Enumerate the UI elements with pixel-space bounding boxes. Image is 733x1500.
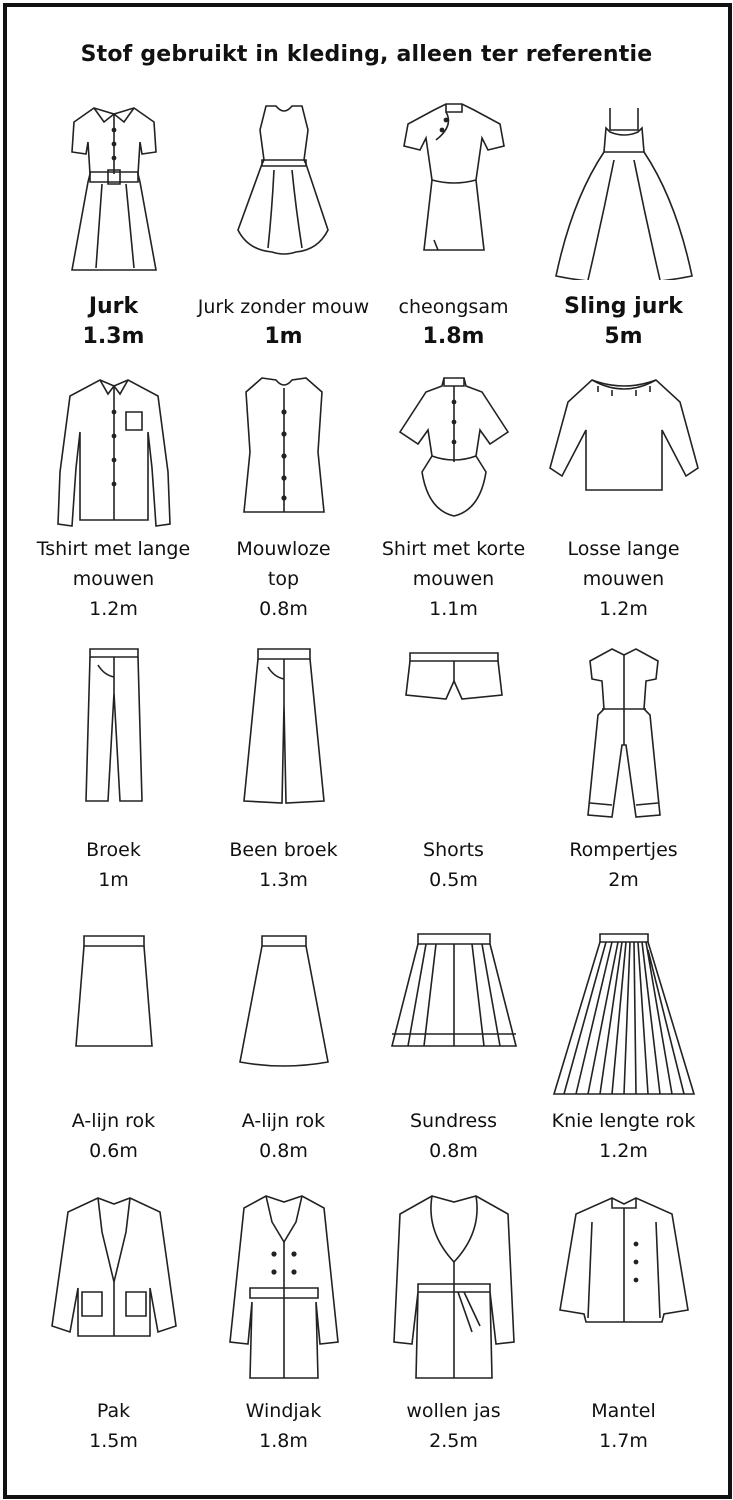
dress-icon — [22, 100, 205, 280]
trousers-icon — [22, 645, 205, 815]
item-amount: 0.6m — [89, 1140, 138, 1162]
item-label: Broek — [86, 839, 141, 861]
item-label: Shirt met korte — [381, 538, 526, 560]
item-amount: 1.2m — [599, 598, 648, 620]
item-label: A-lijn rok — [71, 1110, 156, 1132]
item-label: Mantel — [591, 1400, 656, 1422]
item-label: Rompertjes — [569, 839, 678, 861]
item-amount: 1m — [264, 324, 303, 349]
item-label: Jurk zonder mouw — [197, 296, 370, 318]
pleated-skirt-icon — [362, 930, 545, 1100]
item-label: Tshirt met lange — [36, 538, 191, 560]
item-label: Windjak — [245, 1400, 322, 1422]
item-label-line2: mouwen — [412, 568, 495, 590]
short-sleeve-shirt-icon — [362, 372, 545, 532]
item-label-line2: mouwen — [582, 568, 665, 590]
item-amount: 2.5m — [429, 1430, 478, 1452]
item-amount: 1.1m — [429, 598, 478, 620]
item-label: Pak — [96, 1400, 131, 1422]
item-amount: 1.5m — [89, 1430, 138, 1452]
item-amount: 1.2m — [89, 598, 138, 620]
item-amount: 0.5m — [429, 869, 478, 891]
long-sleeve-shirt-icon — [22, 372, 205, 532]
item-label: Been broek — [229, 839, 338, 861]
cape-coat-icon — [532, 1192, 715, 1352]
item-label: Losse lange — [567, 538, 680, 560]
cheongsam-icon — [362, 100, 545, 280]
item-label: cheongsam — [398, 296, 509, 318]
suit-jacket-icon — [22, 1192, 205, 1352]
item-amount: 1.3m — [259, 869, 308, 891]
sleeveless-dress-icon — [192, 100, 375, 280]
item-label: wollen jas — [406, 1400, 501, 1422]
wide-leg-trousers-icon — [192, 645, 375, 815]
item-label: Knie lengte rok — [551, 1110, 696, 1132]
wool-coat-icon — [362, 1192, 545, 1382]
item-label-line2: mouwen — [72, 568, 155, 590]
a-line-skirt-icon — [192, 930, 375, 1100]
item-amount: 0.8m — [259, 1140, 308, 1162]
item-amount: 1.7m — [599, 1430, 648, 1452]
shorts-icon — [362, 645, 545, 815]
item-amount: 5m — [604, 324, 643, 349]
item-label-line2: top — [267, 568, 300, 590]
item-amount: 2m — [608, 869, 639, 891]
item-label: Jurk — [88, 294, 139, 319]
item-amount: 1.2m — [599, 1140, 648, 1162]
page-title: Stof gebruikt in kleding, alleen ter referentie — [80, 42, 653, 67]
trench-coat-icon — [192, 1192, 375, 1382]
item-label: Sling jurk — [564, 294, 683, 319]
item-amount: 1.8m — [259, 1430, 308, 1452]
knee-length-skirt-icon — [532, 930, 715, 1100]
sleeveless-top-icon — [192, 372, 375, 532]
item-label: A-lijn rok — [241, 1110, 326, 1132]
item-amount: 0.8m — [259, 598, 308, 620]
loose-long-sleeve-icon — [532, 372, 715, 532]
item-amount: 1m — [98, 869, 129, 891]
straight-skirt-icon — [22, 930, 205, 1100]
item-label: Sundress — [409, 1110, 498, 1132]
item-label: Mouwloze — [236, 538, 331, 560]
romper-icon — [532, 645, 715, 835]
item-amount: 0.8m — [429, 1140, 478, 1162]
item-label: Shorts — [423, 839, 484, 861]
item-amount: 1.8m — [422, 324, 485, 349]
item-amount: 1.3m — [82, 324, 145, 349]
sling-dress-icon — [532, 100, 715, 280]
